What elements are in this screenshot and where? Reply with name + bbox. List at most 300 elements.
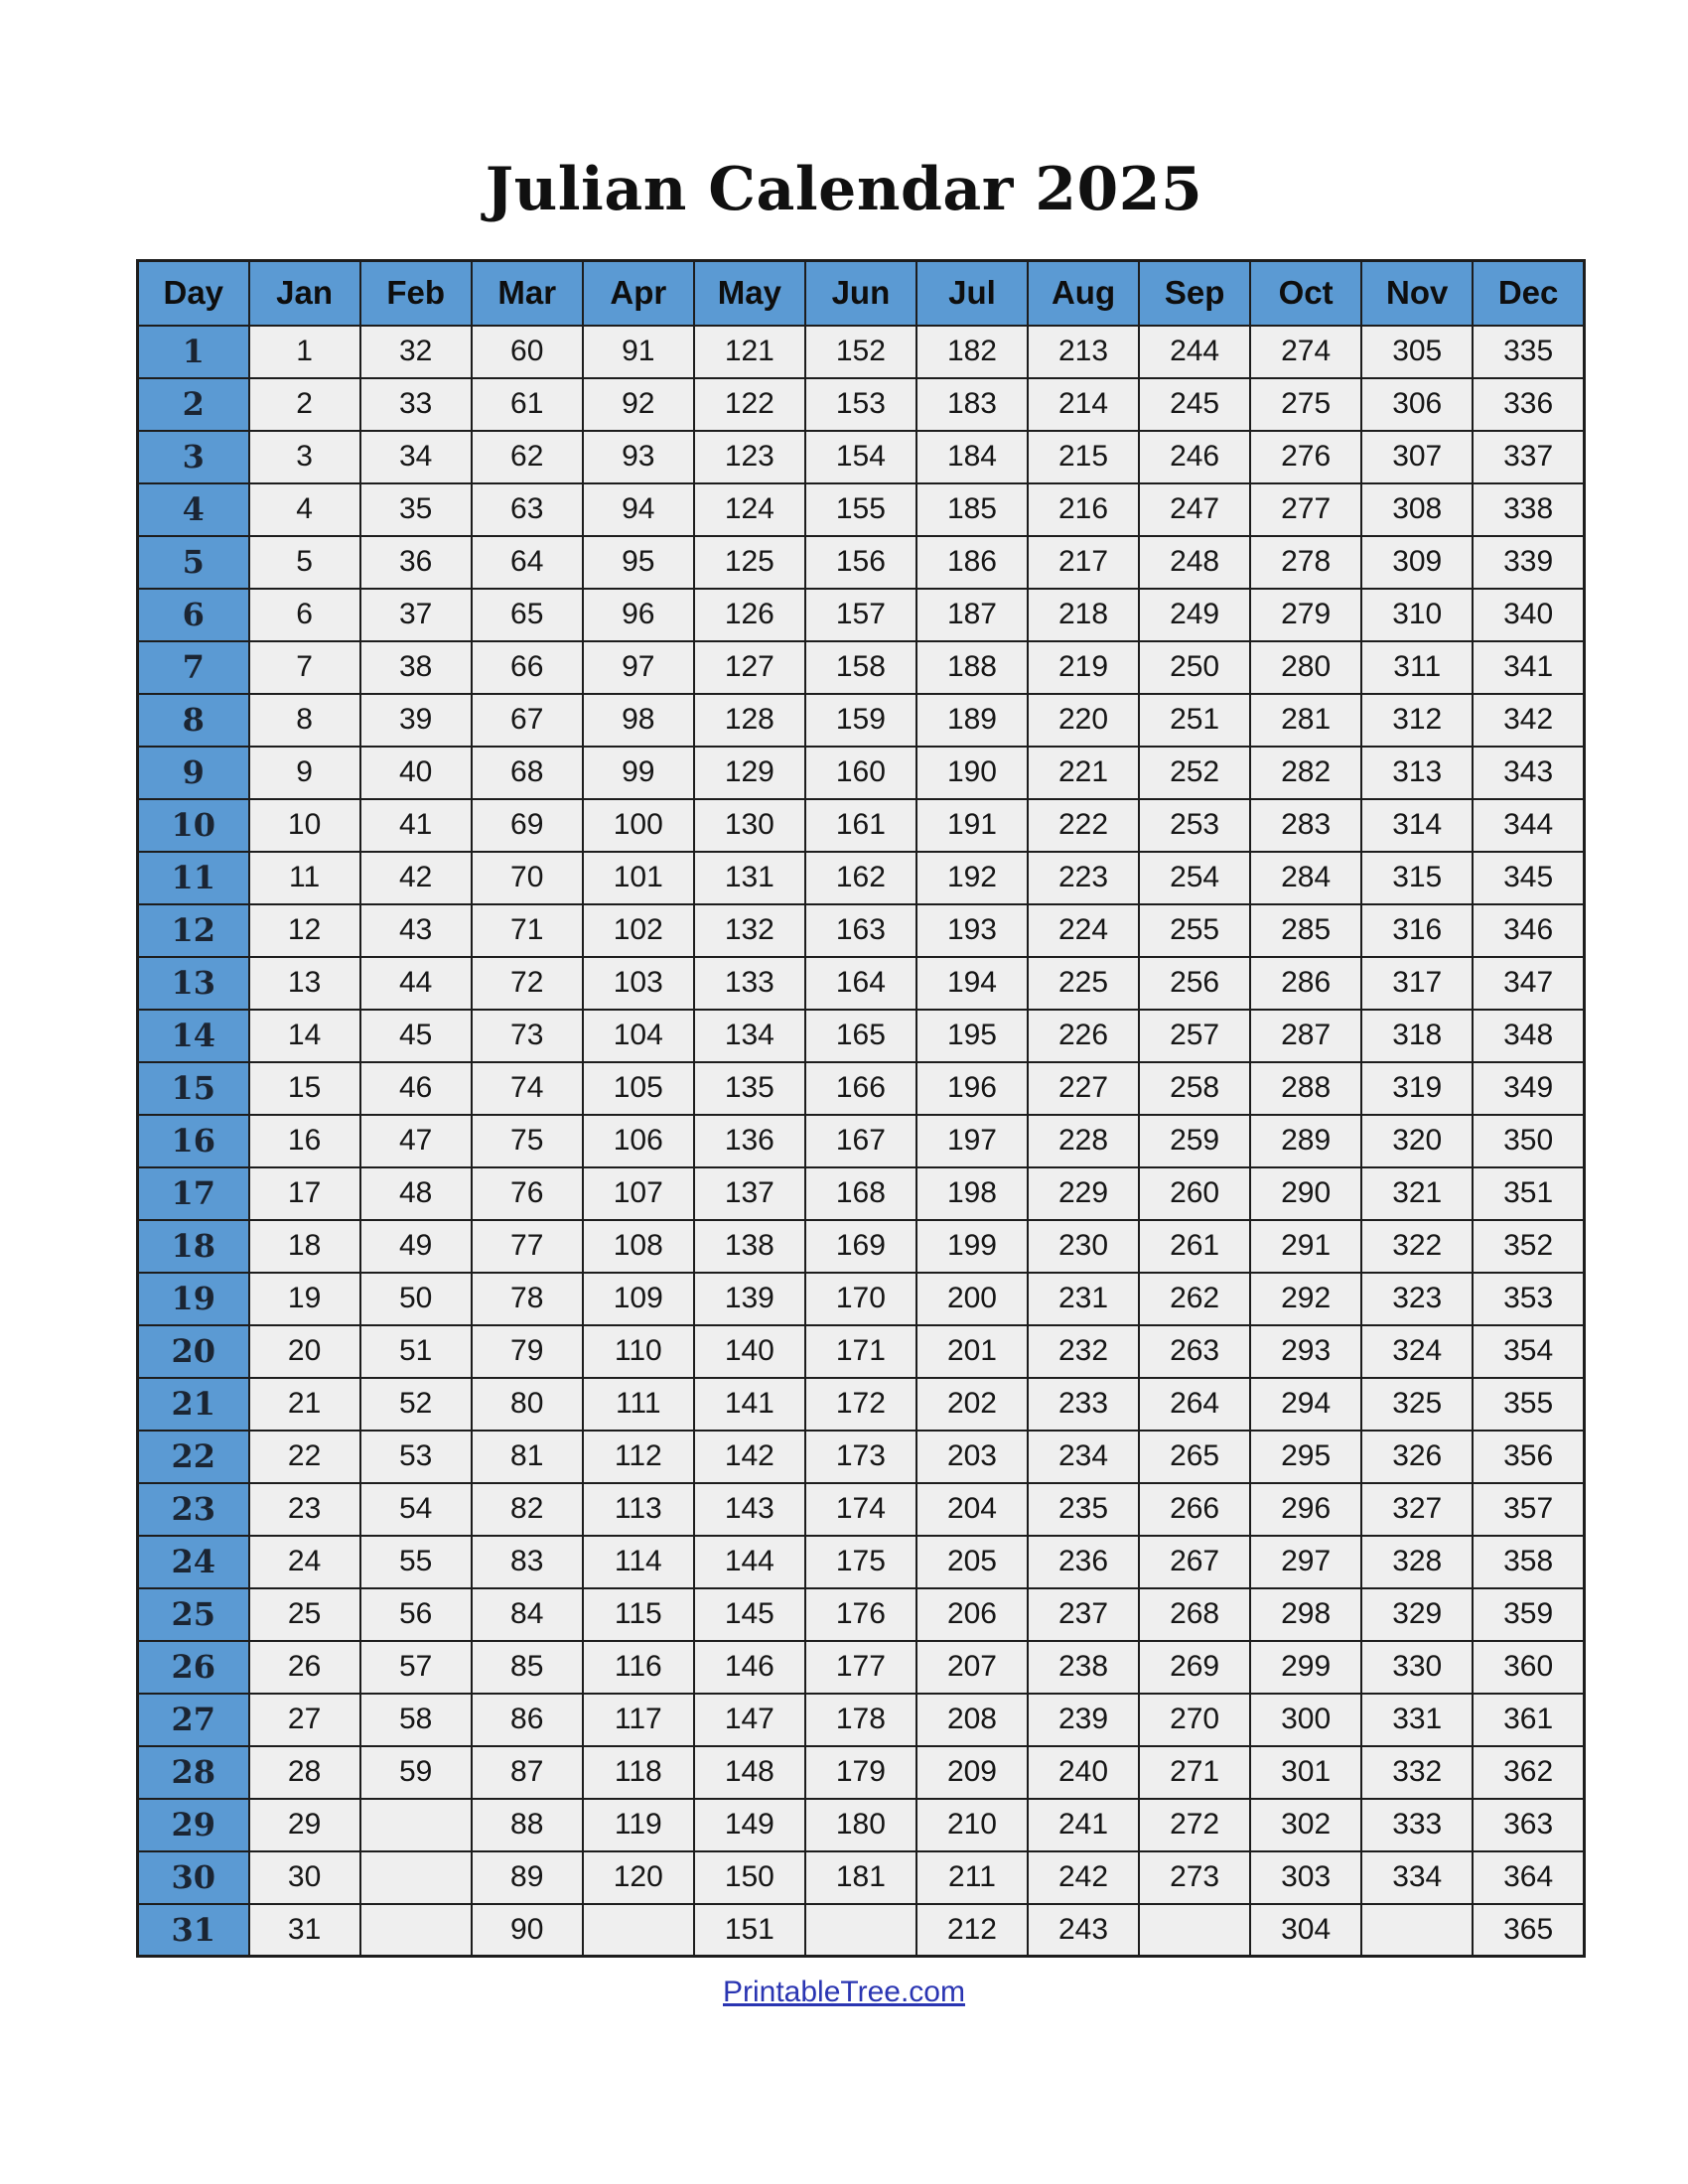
julian-day-cell: 241 [1028,1799,1139,1851]
table-row [138,1799,1585,1851]
julian-day-cell: 39 [360,694,472,747]
julian-day-cell: 303 [1250,1851,1361,1904]
julian-day-cell: 86 [472,1694,583,1746]
julian-day-cell: 214 [1028,378,1139,431]
julian-day-cell: 299 [1250,1641,1361,1694]
julian-day-cell: 89 [472,1851,583,1904]
julian-day-cell: 319 [1361,1062,1473,1115]
julian-day-cell: 363 [1473,1799,1584,1851]
julian-day-cell: 348 [1473,1010,1584,1062]
julian-day-cell: 189 [916,694,1028,747]
julian-day-cell: 161 [805,799,916,852]
julian-day-cell: 329 [1361,1588,1473,1641]
table-row [138,747,1585,799]
julian-day-cell: 240 [1028,1746,1139,1799]
table-row [138,1694,1585,1746]
day-number-cell: 11 [138,852,249,904]
julian-day-cell: 314 [1361,799,1473,852]
julian-day-cell: 181 [805,1851,916,1904]
julian-day-cell: 275 [1250,378,1361,431]
day-number-cell: 9 [138,747,249,799]
julian-day-cell: 92 [583,378,694,431]
julian-day-cell: 150 [694,1851,805,1904]
julian-day-cell: 12 [249,904,360,957]
julian-day-cell: 162 [805,852,916,904]
julian-day-cell: 119 [583,1799,694,1851]
julian-day-cell: 215 [1028,431,1139,483]
julian-day-cell: 185 [916,483,1028,536]
julian-day-cell: 73 [472,1010,583,1062]
julian-day-cell: 236 [1028,1536,1139,1588]
julian-day-cell: 313 [1361,747,1473,799]
julian-day-cell: 143 [694,1483,805,1536]
julian-day-cell: 84 [472,1588,583,1641]
julian-day-cell: 310 [1361,589,1473,641]
julian-day-cell: 315 [1361,852,1473,904]
table-row [138,483,1585,536]
julian-day-cell: 178 [805,1694,916,1746]
julian-day-cell: 44 [360,957,472,1010]
julian-day-cell: 25 [249,1588,360,1641]
table-row [138,799,1585,852]
julian-day-cell: 192 [916,852,1028,904]
julian-day-cell: 8 [249,694,360,747]
julian-day-cell: 361 [1473,1694,1584,1746]
table-row [138,1641,1585,1694]
julian-day-cell: 17 [249,1167,360,1220]
table-row [138,694,1585,747]
day-number-cell: 26 [138,1641,249,1694]
julian-day-cell: 180 [805,1799,916,1851]
julian-day-cell: 5 [249,536,360,589]
julian-day-cell: 82 [472,1483,583,1536]
julian-day-cell: 265 [1139,1431,1250,1483]
julian-day-cell: 176 [805,1588,916,1641]
julian-day-cell: 264 [1139,1378,1250,1431]
table-row [138,536,1585,589]
julian-day-cell: 246 [1139,431,1250,483]
julian-day-cell: 26 [249,1641,360,1694]
month-column-header: Nov [1361,261,1473,326]
julian-day-cell: 91 [583,326,694,378]
julian-day-cell: 337 [1473,431,1584,483]
julian-day-cell [805,1904,916,1957]
table-row [138,1115,1585,1167]
julian-day-cell: 320 [1361,1115,1473,1167]
day-number-cell: 6 [138,589,249,641]
julian-day-cell: 195 [916,1010,1028,1062]
julian-day-cell: 93 [583,431,694,483]
julian-day-cell: 255 [1139,904,1250,957]
footer [0,1976,1688,2009]
julian-day-cell: 61 [472,378,583,431]
julian-day-cell: 193 [916,904,1028,957]
julian-day-cell: 322 [1361,1220,1473,1273]
julian-day-cell: 200 [916,1273,1028,1325]
julian-day-cell: 196 [916,1062,1028,1115]
table-body [138,326,1585,1957]
month-column-header: Jul [916,261,1028,326]
julian-day-cell: 307 [1361,431,1473,483]
table-row [138,1062,1585,1115]
julian-day-cell: 292 [1250,1273,1361,1325]
julian-day-cell: 188 [916,641,1028,694]
julian-day-cell: 106 [583,1115,694,1167]
julian-day-cell: 24 [249,1536,360,1588]
julian-day-cell: 279 [1250,589,1361,641]
julian-day-cell: 223 [1028,852,1139,904]
julian-day-cell: 217 [1028,536,1139,589]
julian-day-cell: 230 [1028,1220,1139,1273]
julian-day-cell: 250 [1139,641,1250,694]
julian-day-cell: 301 [1250,1746,1361,1799]
julian-day-cell: 117 [583,1694,694,1746]
julian-day-cell: 45 [360,1010,472,1062]
month-column-header: Mar [472,261,583,326]
julian-day-cell: 365 [1473,1904,1584,1957]
julian-day-cell: 168 [805,1167,916,1220]
julian-day-cell: 291 [1250,1220,1361,1273]
julian-day-cell: 359 [1473,1588,1584,1641]
julian-day-cell: 130 [694,799,805,852]
julian-day-cell: 59 [360,1746,472,1799]
day-number-cell: 31 [138,1904,249,1957]
julian-day-cell: 47 [360,1115,472,1167]
day-number-cell: 16 [138,1115,249,1167]
day-number-cell: 19 [138,1273,249,1325]
julian-day-cell: 75 [472,1115,583,1167]
julian-day-cell: 100 [583,799,694,852]
table-row [138,1904,1585,1957]
julian-day-cell: 327 [1361,1483,1473,1536]
julian-day-cell: 6 [249,589,360,641]
julian-day-cell: 15 [249,1062,360,1115]
table-row [138,641,1585,694]
table-row [138,1167,1585,1220]
julian-day-cell: 190 [916,747,1028,799]
julian-day-cell: 242 [1028,1851,1139,1904]
julian-day-cell: 163 [805,904,916,957]
julian-day-cell: 205 [916,1536,1028,1588]
julian-day-cell: 237 [1028,1588,1139,1641]
table-row [138,1010,1585,1062]
julian-day-cell: 324 [1361,1325,1473,1378]
julian-day-cell: 173 [805,1431,916,1483]
julian-day-cell: 125 [694,536,805,589]
table-row [138,589,1585,641]
julian-day-cell: 210 [916,1799,1028,1851]
julian-day-cell: 350 [1473,1115,1584,1167]
julian-day-cell: 152 [805,326,916,378]
julian-day-cell: 352 [1473,1220,1584,1273]
julian-day-cell: 16 [249,1115,360,1167]
julian-day-cell: 147 [694,1694,805,1746]
julian-day-cell: 7 [249,641,360,694]
julian-day-cell: 312 [1361,694,1473,747]
julian-day-cell: 46 [360,1062,472,1115]
julian-day-cell: 263 [1139,1325,1250,1378]
julian-day-cell: 90 [472,1904,583,1957]
julian-day-cell: 70 [472,852,583,904]
julian-day-cell: 272 [1139,1799,1250,1851]
julian-day-cell: 218 [1028,589,1139,641]
julian-day-cell: 231 [1028,1273,1139,1325]
julian-day-cell: 157 [805,589,916,641]
julian-day-cell: 259 [1139,1115,1250,1167]
julian-day-cell: 121 [694,326,805,378]
julian-day-cell: 364 [1473,1851,1584,1904]
julian-day-cell: 345 [1473,852,1584,904]
julian-day-cell: 171 [805,1325,916,1378]
julian-day-cell: 175 [805,1536,916,1588]
table-row [138,1325,1585,1378]
julian-day-cell: 148 [694,1746,805,1799]
julian-day-cell: 146 [694,1641,805,1694]
julian-day-cell: 67 [472,694,583,747]
header-row [138,261,1585,326]
table-row [138,1483,1585,1536]
julian-day-cell: 182 [916,326,1028,378]
julian-day-cell: 283 [1250,799,1361,852]
day-number-cell: 30 [138,1851,249,1904]
julian-day-cell: 334 [1361,1851,1473,1904]
julian-day-cell: 131 [694,852,805,904]
julian-day-cell: 116 [583,1641,694,1694]
julian-day-cell: 234 [1028,1431,1139,1483]
julian-day-cell: 126 [694,589,805,641]
day-number-cell: 27 [138,1694,249,1746]
julian-day-cell [583,1904,694,1957]
julian-day-cell: 269 [1139,1641,1250,1694]
julian-day-cell: 353 [1473,1273,1584,1325]
julian-day-cell: 170 [805,1273,916,1325]
julian-day-cell: 262 [1139,1273,1250,1325]
julian-day-cell: 174 [805,1483,916,1536]
julian-day-cell: 318 [1361,1010,1473,1062]
julian-day-cell: 49 [360,1220,472,1273]
julian-day-cell: 209 [916,1746,1028,1799]
julian-day-cell: 38 [360,641,472,694]
julian-day-cell: 239 [1028,1694,1139,1746]
julian-day-cell: 351 [1473,1167,1584,1220]
julian-day-cell: 3 [249,431,360,483]
julian-day-cell: 233 [1028,1378,1139,1431]
julian-day-cell: 122 [694,378,805,431]
julian-day-cell: 354 [1473,1325,1584,1378]
table-header [138,261,1585,326]
julian-day-cell: 144 [694,1536,805,1588]
day-number-cell: 28 [138,1746,249,1799]
julian-day-cell: 228 [1028,1115,1139,1167]
julian-day-cell: 66 [472,641,583,694]
day-number-cell: 20 [138,1325,249,1378]
julian-day-cell: 123 [694,431,805,483]
julian-day-cell: 222 [1028,799,1139,852]
julian-day-cell: 304 [1250,1904,1361,1957]
day-column-header: Day [138,261,249,326]
julian-day-cell: 225 [1028,957,1139,1010]
julian-day-cell: 273 [1139,1851,1250,1904]
julian-day-cell: 213 [1028,326,1139,378]
day-number-cell: 23 [138,1483,249,1536]
julian-day-cell: 78 [472,1273,583,1325]
day-number-cell: 10 [138,799,249,852]
julian-day-cell: 19 [249,1273,360,1325]
julian-day-cell: 50 [360,1273,472,1325]
julian-day-cell: 113 [583,1483,694,1536]
julian-day-cell: 160 [805,747,916,799]
julian-day-cell: 343 [1473,747,1584,799]
day-number-cell: 3 [138,431,249,483]
day-number-cell: 13 [138,957,249,1010]
julian-day-cell: 229 [1028,1167,1139,1220]
julian-day-cell: 140 [694,1325,805,1378]
julian-day-cell: 274 [1250,326,1361,378]
julian-day-cell: 219 [1028,641,1139,694]
julian-day-cell: 23 [249,1483,360,1536]
julian-day-cell: 342 [1473,694,1584,747]
julian-day-cell: 267 [1139,1536,1250,1588]
julian-day-cell: 138 [694,1220,805,1273]
julian-day-cell: 202 [916,1378,1028,1431]
julian-day-cell: 41 [360,799,472,852]
julian-day-cell: 110 [583,1325,694,1378]
julian-day-cell: 278 [1250,536,1361,589]
julian-day-cell: 290 [1250,1167,1361,1220]
julian-day-cell: 136 [694,1115,805,1167]
julian-day-cell: 336 [1473,378,1584,431]
day-number-cell: 8 [138,694,249,747]
julian-day-cell: 109 [583,1273,694,1325]
julian-day-cell: 258 [1139,1062,1250,1115]
julian-day-cell: 35 [360,483,472,536]
julian-day-cell: 65 [472,589,583,641]
day-number-cell: 12 [138,904,249,957]
month-column-header: Jan [249,261,360,326]
julian-day-cell: 298 [1250,1588,1361,1641]
julian-day-cell: 111 [583,1378,694,1431]
julian-day-cell: 52 [360,1378,472,1431]
julian-day-cell: 169 [805,1220,916,1273]
julian-day-cell: 14 [249,1010,360,1062]
julian-day-cell: 286 [1250,957,1361,1010]
julian-day-cell: 221 [1028,747,1139,799]
julian-day-cell: 356 [1473,1431,1584,1483]
day-number-cell: 17 [138,1167,249,1220]
julian-day-cell: 194 [916,957,1028,1010]
julian-day-cell: 129 [694,747,805,799]
julian-day-cell: 341 [1473,641,1584,694]
julian-day-cell: 317 [1361,957,1473,1010]
julian-day-cell: 58 [360,1694,472,1746]
month-column-header: Feb [360,261,472,326]
julian-day-cell: 81 [472,1431,583,1483]
julian-day-cell: 48 [360,1167,472,1220]
julian-day-cell: 293 [1250,1325,1361,1378]
julian-day-cell: 134 [694,1010,805,1062]
julian-day-cell: 331 [1361,1694,1473,1746]
julian-day-cell: 305 [1361,326,1473,378]
day-number-cell: 22 [138,1431,249,1483]
julian-day-cell: 72 [472,957,583,1010]
julian-day-cell: 332 [1361,1746,1473,1799]
julian-day-cell: 316 [1361,904,1473,957]
table-row [138,852,1585,904]
table-row [138,1273,1585,1325]
julian-day-cell: 268 [1139,1588,1250,1641]
julian-day-cell: 128 [694,694,805,747]
table-row [138,326,1585,378]
page-title: Julian Calendar 2025 [485,155,1203,224]
day-number-cell: 7 [138,641,249,694]
julian-day-cell: 141 [694,1378,805,1431]
julian-day-cell: 135 [694,1062,805,1115]
month-column-header: Dec [1473,261,1584,326]
julian-day-cell: 80 [472,1378,583,1431]
julian-day-cell: 104 [583,1010,694,1062]
julian-day-cell: 270 [1139,1694,1250,1746]
julian-day-cell: 224 [1028,904,1139,957]
julian-day-cell: 197 [916,1115,1028,1167]
julian-calendar-table [136,259,1586,1958]
julian-day-cell: 153 [805,378,916,431]
month-column-header: Apr [583,261,694,326]
footer-link[interactable]: PrintableTree.com [723,1976,965,2008]
julian-day-cell: 347 [1473,957,1584,1010]
julian-day-cell: 68 [472,747,583,799]
day-number-cell: 4 [138,483,249,536]
julian-day-cell: 204 [916,1483,1028,1536]
day-number-cell: 21 [138,1378,249,1431]
julian-day-cell: 11 [249,852,360,904]
julian-day-cell: 249 [1139,589,1250,641]
julian-day-cell: 74 [472,1062,583,1115]
julian-day-cell: 339 [1473,536,1584,589]
julian-day-cell: 330 [1361,1641,1473,1694]
julian-day-cell: 244 [1139,326,1250,378]
julian-day-cell: 145 [694,1588,805,1641]
julian-day-cell: 321 [1361,1167,1473,1220]
julian-day-cell: 280 [1250,641,1361,694]
julian-day-cell: 36 [360,536,472,589]
julian-day-cell: 120 [583,1851,694,1904]
julian-day-cell: 53 [360,1431,472,1483]
julian-day-cell: 158 [805,641,916,694]
julian-day-cell: 177 [805,1641,916,1694]
julian-day-cell: 99 [583,747,694,799]
julian-day-cell: 294 [1250,1378,1361,1431]
table-row [138,1588,1585,1641]
julian-day-cell: 97 [583,641,694,694]
julian-day-cell: 114 [583,1536,694,1588]
month-column-header: Aug [1028,261,1139,326]
julian-day-cell: 77 [472,1220,583,1273]
month-column-header: Sep [1139,261,1250,326]
julian-day-cell: 103 [583,957,694,1010]
julian-day-cell: 251 [1139,694,1250,747]
day-number-cell: 1 [138,326,249,378]
julian-day-cell: 20 [249,1325,360,1378]
julian-day-cell: 266 [1139,1483,1250,1536]
julian-day-cell: 335 [1473,326,1584,378]
julian-day-cell: 207 [916,1641,1028,1694]
julian-day-cell: 87 [472,1746,583,1799]
julian-day-cell: 1 [249,326,360,378]
julian-day-cell: 63 [472,483,583,536]
julian-day-cell: 124 [694,483,805,536]
table-row [138,1220,1585,1273]
julian-day-cell: 357 [1473,1483,1584,1536]
